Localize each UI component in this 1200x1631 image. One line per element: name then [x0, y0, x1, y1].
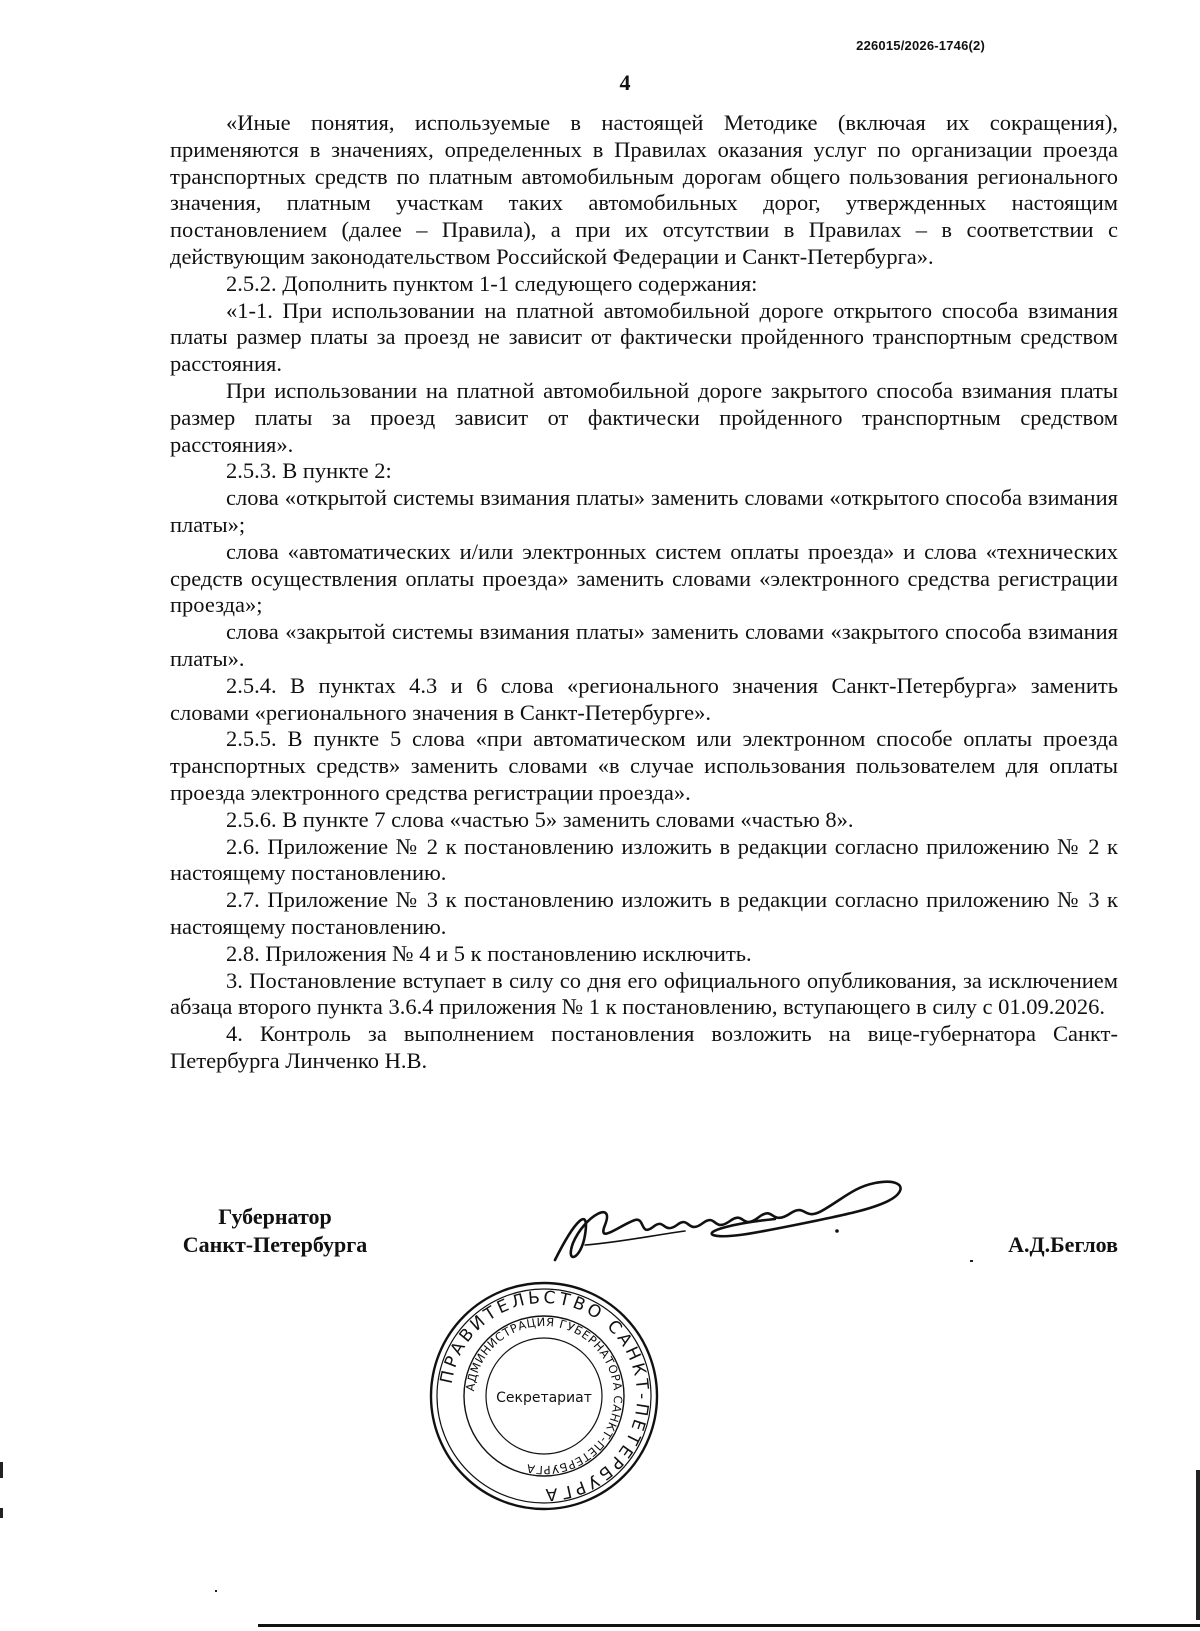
- signatory-position-line2: Санкт-Петербурга: [182, 1232, 368, 1257]
- signatory-position-line1: Губернатор: [218, 1204, 332, 1229]
- scan-dot: [970, 1260, 973, 1262]
- paragraph: «1-1. При использовании на платной автомобильной дороге открытого способа взимания платы размер платы за проезд не зависит от фактически пройденного транспортным средством расстояния.: [170, 297, 1118, 377]
- paragraph: 2.5.6. В пункте 7 слова «частью 5» заменить словами «частью 8».: [226, 806, 854, 832]
- scan-bottom-rule: [258, 1624, 1200, 1627]
- scan-dot: [215, 1590, 217, 1592]
- paragraph: 2.5.4. В пунктах 4.3 и 6 слова «регионального значения Санкт-Петербурга» заменить словами «регионального значения в Санкт-Петербурге».: [170, 672, 1118, 725]
- handwritten-signature: [545, 1165, 925, 1275]
- seal-inner-text: АДМИНИСТРАЦИЯ ГУБЕРНАТОРА САНКТ-ПЕТЕРБУРГА: [463, 1314, 626, 1478]
- seal-outer-text: ПРАВИТЕЛЬСТВО САНКТ-ПЕТЕРБУРГА: [436, 1287, 653, 1505]
- paragraph: 2.5.2. Дополнить пунктом 1-1 следующего содержания:: [226, 270, 758, 296]
- document-body: [170, 110, 1118, 1075]
- paragraph: 3. Постановление вступает в силу со дня его официального опубликования, за исключением абзаца второго пункта 3.6.4 приложения № 1 к постановлению, вступающего в силу с 01.09.2026.: [170, 967, 1118, 1020]
- paragraph: 2.6. Приложение № 2 к постановлению изложить в редакции согласно приложению № 2 к настоящему постановлению.: [170, 833, 1118, 886]
- seal-center-text: Секретариат: [496, 1390, 592, 1406]
- signatory-name: А.Д.Беглов: [1008, 1232, 1118, 1257]
- paragraph: слова «закрытой системы взимания платы» заменить словами «закрытого способа взимания платы».: [170, 619, 1118, 671]
- paragraph: слова «автоматических и/или электронных систем оплаты проезда» и слова «технических средств осуществления оплаты проезда» заменить словами «электронного средства регистрации проезда»;: [170, 538, 1118, 618]
- paragraph: «Иные понятия, используемые в настоящей Методике (включая их сокращения), применяются в значениях, определенных в Правилах оказания услуг по организации проезда транспортных средств по платным автомобильным дорогам общего пользования регионального значения, платным участкам таких автомобильных дорог, утвержденных настоящим постановлением (далее – Правила), а при их отсутствии в Правилах – в соответствии с действующим законодательством Российской Федерации и Санкт-Петербурга».: [170, 110, 1118, 269]
- paragraph: При использовании на платной автомобильной дороге закрытого способа взимания платы размер платы за проезд зависит от фактически пройденного транспортным средством расстояния».: [170, 377, 1118, 457]
- paragraph: 2.7. Приложение № 3 к постановлению изложить в редакции согласно приложению № 3 к настоящему постановлению.: [170, 887, 1118, 939]
- paragraph: 2.5.5. В пункте 5 слова «при автоматическом или электронном способе оплаты проезда транспортных средств» заменить словами «в случае использования пользователем для оплаты проезда электронного средства регистрации проезда».: [170, 726, 1118, 805]
- paragraph: 2.5.3. В пункте 2:: [226, 458, 392, 484]
- paragraph: 4. Контроль за выполнением постановления возложить на вице-губернатора Санкт-Петербурга Линченко Н.В.: [170, 1021, 1118, 1073]
- paragraph: 2.8. Приложения № 4 и 5 к постановлению исключить.: [226, 940, 752, 966]
- registration-number: 226015/2026-1746(2): [856, 38, 985, 53]
- signatory-position: [170, 1203, 380, 1259]
- scan-edge-mark: [1196, 1470, 1200, 1620]
- scan-edge-mark: [0, 1508, 3, 1518]
- paragraph: слова «открытой системы взимания платы» заменить словами «открытого способа взимания платы»;: [170, 485, 1118, 537]
- page-number: 4: [619, 70, 631, 95]
- official-seal: [428, 1280, 660, 1512]
- scan-edge-mark: [0, 1462, 3, 1478]
